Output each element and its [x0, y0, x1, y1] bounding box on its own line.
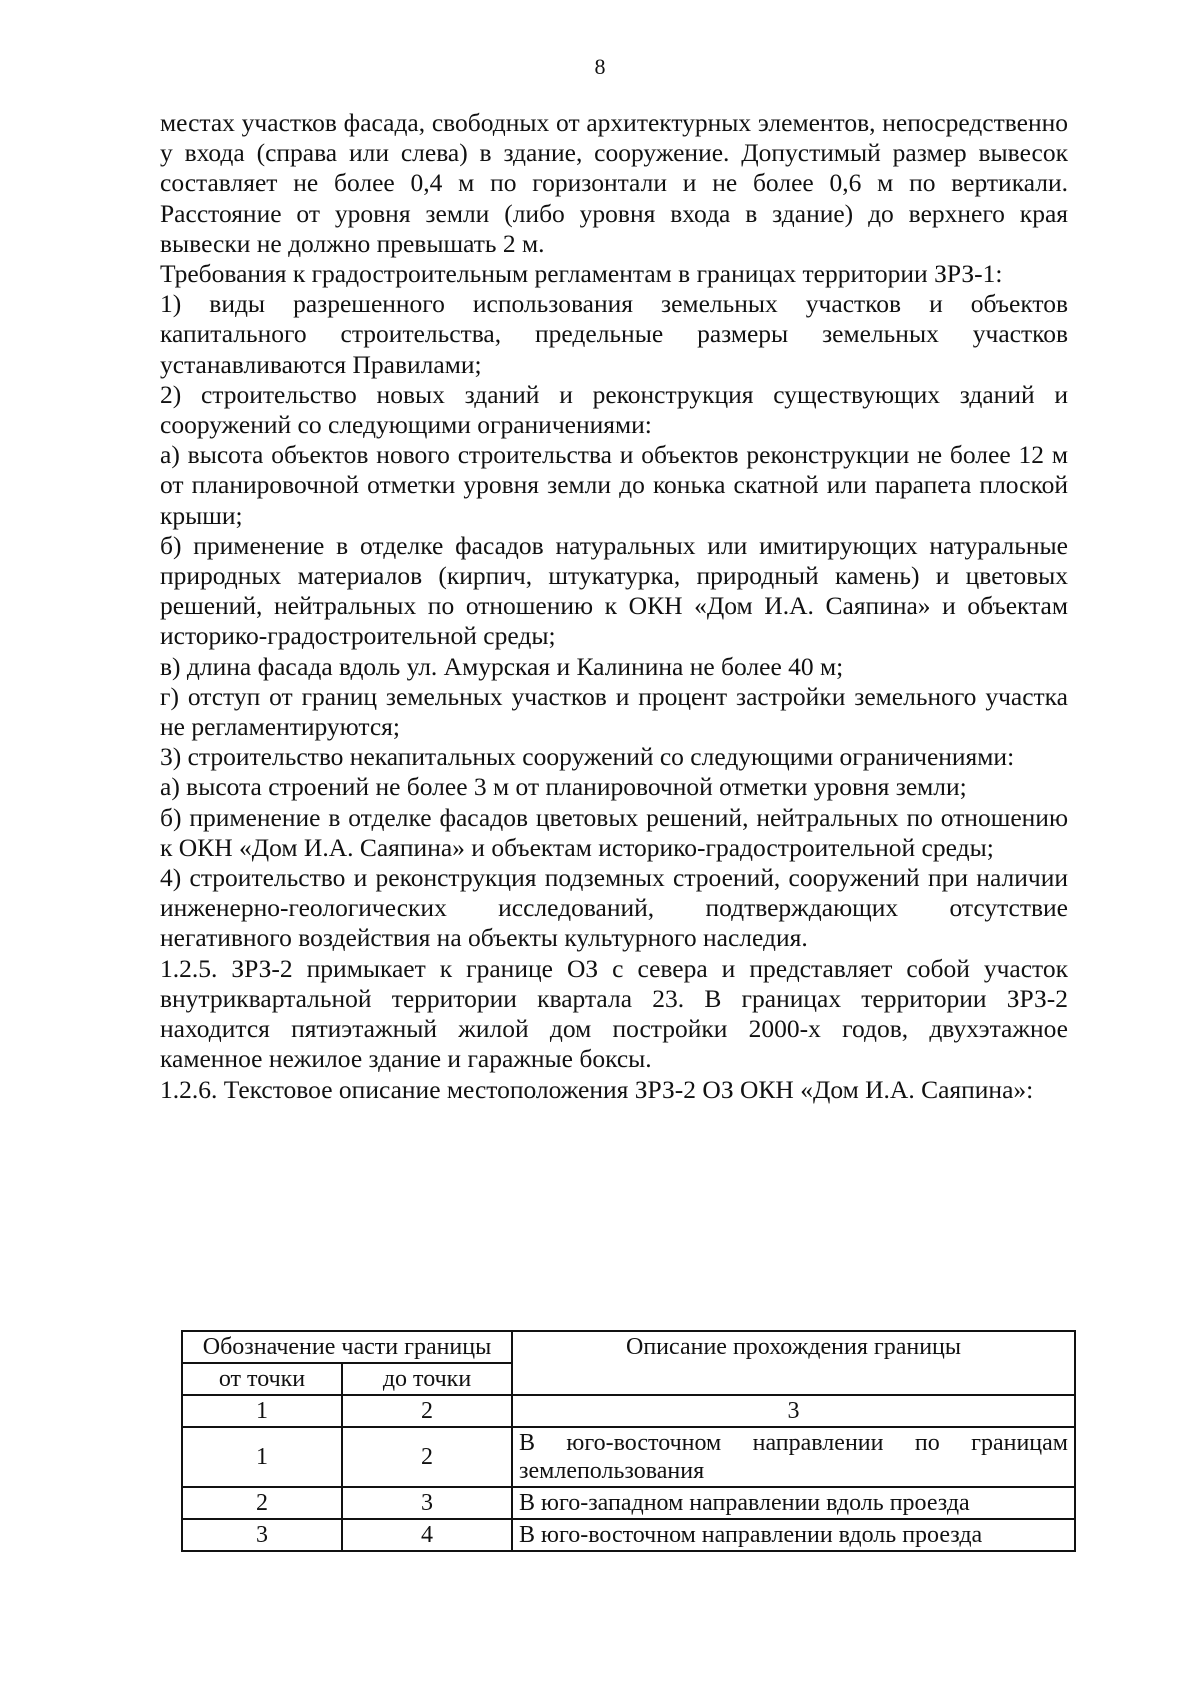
table-row: [182, 1487, 1075, 1519]
paragraph: местах участков фасада, свободных от архитектурных элементов, непосредственно у входа (справа или слева) в здание, сооружение. Допустимый размер вывесок составляет не более 0,4 м по горизонтали и не более 0,6 м по вертикали. Расстояние от уровня земли (либо уровня входа в здание) до верхнего края вывески не должно превышать 2 м.: [160, 108, 1068, 258]
table-column-numbers: [182, 1395, 1075, 1427]
paragraph: 2) строительство новых зданий и реконструкция существующих зданий и сооружений со следующими ограничениями:: [160, 379, 1068, 440]
paragraph: 1) виды разрешенного использования земельных участков и объектов капитального строительства, предельные размеры земельных участков устанавливаются Правилами;: [160, 289, 1068, 379]
cell-from: 1: [182, 1427, 342, 1487]
cell-to: 2: [342, 1427, 512, 1487]
cell-to: 3: [342, 1487, 512, 1519]
column-number: 1: [182, 1395, 342, 1427]
paragraph: Требования к градостроительным регламентам в границах территории ЗРЗ-1:: [160, 259, 1003, 289]
cell-description: В юго-восточном направлении по границам землепользования: [512, 1427, 1075, 1487]
body-text: [160, 108, 1068, 1105]
table-header-row: [182, 1331, 1075, 1363]
header-to-point: до точки: [342, 1363, 512, 1395]
cell-to: 4: [342, 1519, 512, 1551]
paragraph: а) высота объектов нового строительства и объектов реконструкции не более 12 м от планировочной отметки уровня земли до конька скатной или парапета плоской крыши;: [160, 440, 1068, 530]
header-from-point: от точки: [182, 1363, 342, 1395]
paragraph: в) длина фасада вдоль ул. Амурская и Калинина не более 40 м;: [160, 651, 844, 681]
paragraph: а) высота строений не более 3 м от планировочной отметки уровня земли;: [160, 772, 967, 802]
column-number: 3: [512, 1395, 1075, 1427]
paragraph: б) применение в отделке фасадов цветовых решений, нейтральных по отношению к ОКН «Дом И.А. Саяпина» и объектам историко-градостроительной среды;: [160, 802, 1068, 862]
cell-description: В юго-западном направлении вдоль проезда: [512, 1487, 1075, 1519]
paragraph: б) применение в отделке фасадов натуральных или имитирующих натуральные природных материалов (кирпич, штукатурка, природный камень) и цветовых решений, нейтральных по отношению к ОКН «Дом И.А. Саяпина» и объектам историко-градостроительной среды;: [160, 530, 1068, 651]
table-row: [182, 1519, 1075, 1551]
cell-from: 2: [182, 1487, 342, 1519]
boundary-table: [181, 1330, 1076, 1552]
header-boundary-part: Обозначение части границы: [182, 1331, 512, 1363]
paragraph: 4) строительство и реконструкция подземных строений, сооружений при наличии инженерно-геологических исследований, подтверждающих отсутствие негативного воздействия на объекты культурного наследия.: [160, 863, 1068, 953]
paragraph: 3) строительство некапитальных сооружений со следующими ограничениями:: [160, 742, 1015, 772]
cell-description: В юго-восточном направлении вдоль проезда: [512, 1519, 1075, 1551]
paragraph: г) отступ от границ земельных участков и процент застройки земельного участка не регламентируются;: [160, 681, 1068, 742]
cell-from: 3: [182, 1519, 342, 1551]
column-number: 2: [342, 1395, 512, 1427]
paragraph: 1.2.5. ЗРЗ-2 примыкает к границе ОЗ с севера и представляет собой участок внутриквартальной территории квартала 23. В границах территории ЗРЗ-2 находится пятиэтажный жилой дом постройки 2000-х годов, двухэтажное каменное нежилое здание и гаражные боксы.: [160, 953, 1068, 1074]
header-boundary-description: Описание прохождения границы: [512, 1331, 1075, 1395]
table-row: [182, 1427, 1075, 1487]
paragraph: 1.2.6. Текстовое описание местоположения ЗРЗ-2 ОЗ ОКН «Дом И.А. Саяпина»:: [160, 1074, 1034, 1104]
page-number: 8: [594, 54, 606, 79]
